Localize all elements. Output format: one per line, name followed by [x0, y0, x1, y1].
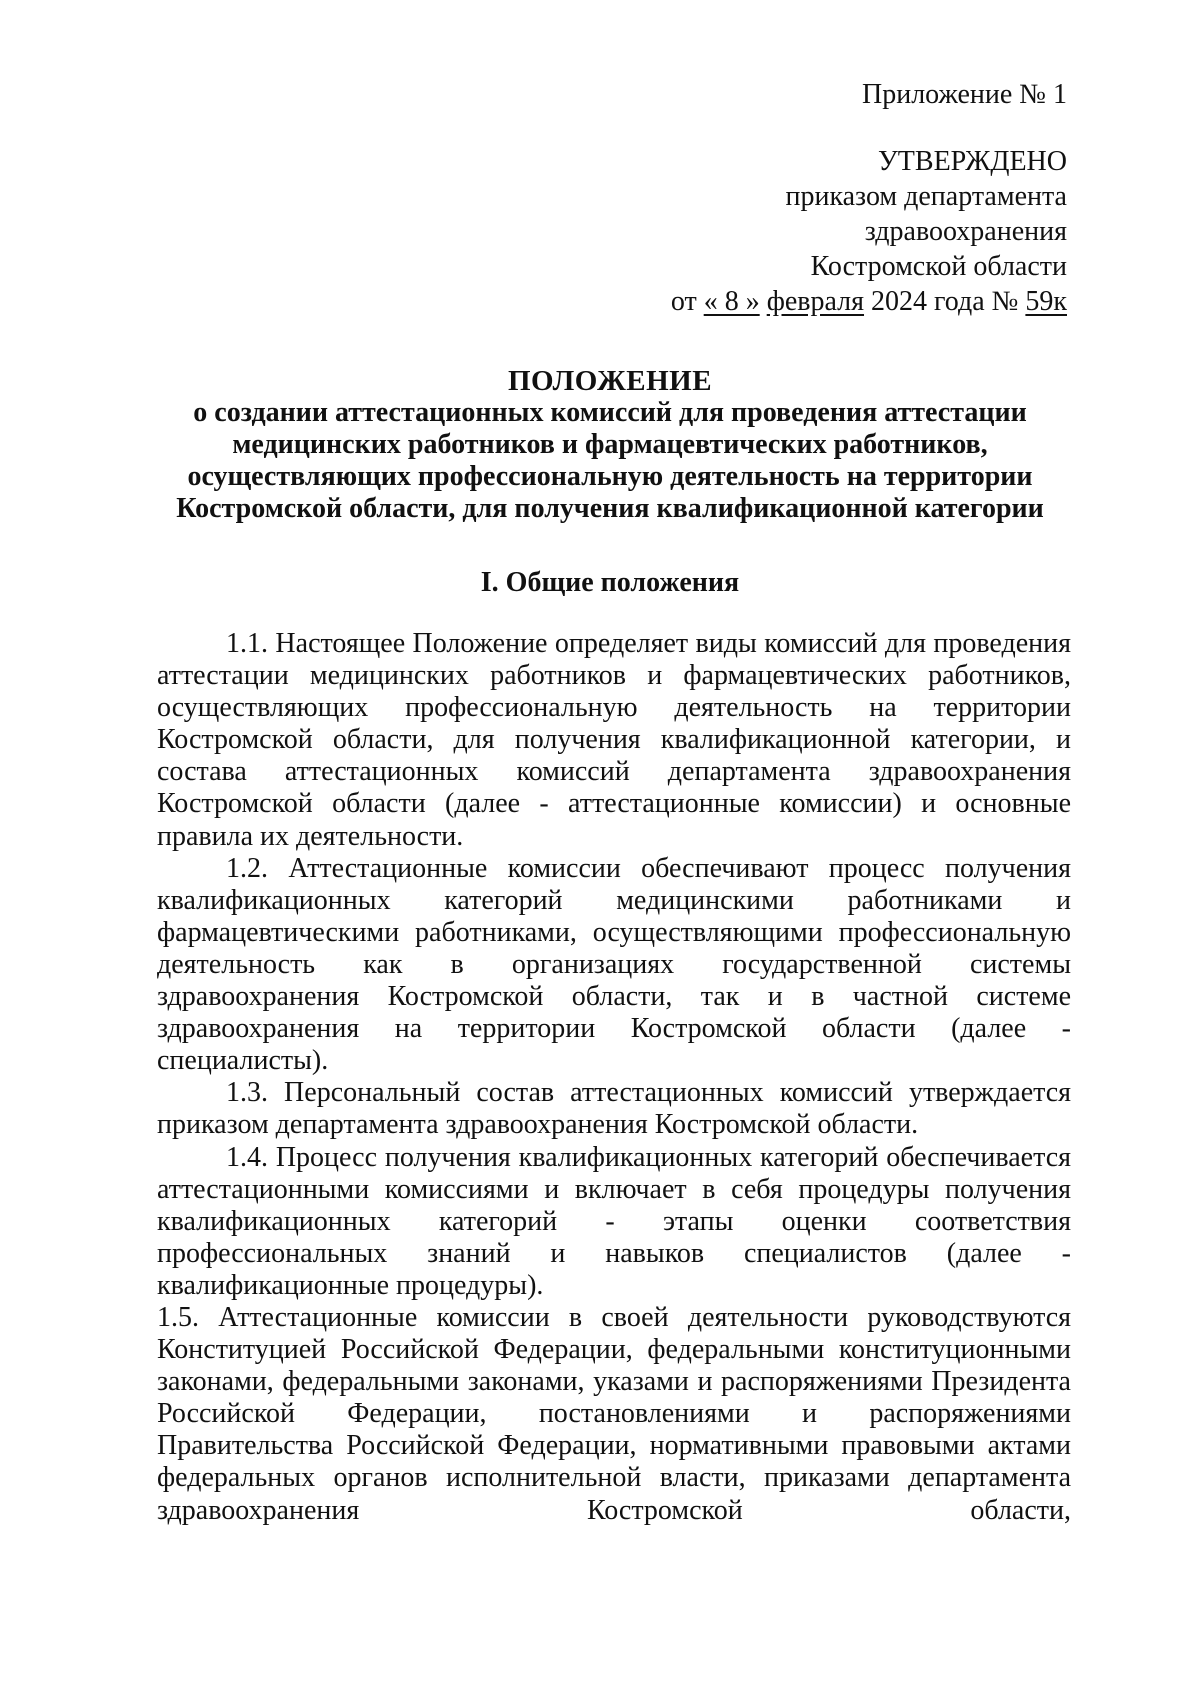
- date-day: « 8 »: [703, 286, 760, 317]
- approval-stamp-block: [671, 145, 1067, 320]
- approval-line-1: приказом департамента: [785, 181, 1067, 212]
- document-number: 59к: [1025, 286, 1067, 317]
- section-heading: I. Общие положения: [480, 567, 740, 598]
- title-main: ПОЛОЖЕНИЕ: [507, 365, 713, 397]
- paragraph-1-4: 1.4. Процесс получения квалификационных категорий обеспечивается аттестационными комиссиями и включает в себя процедуры получения квалификационных категорий - этапы оценки соответствия профессиональных знаний и навыков специалистов (далее - квалификационные процедуры).: [157, 1141, 1071, 1301]
- approval-date-line: [671, 285, 1067, 320]
- paragraph-1-1: 1.1. Настоящее Положение определяет виды комиссий для проведения аттестации медицинских работников и фармацевтических работников, осуществляющих профессиональную деятельность на территории Костромской области, для получения квалификационной категории, и состава аттестационных комиссий департамента здравоохранения Костромской области (далее - аттестационные комиссии) и основные правила их деятельности.: [157, 628, 1071, 852]
- appendix-text: Приложение № 1: [862, 79, 1067, 110]
- paragraph-1-3: 1.3. Персональный состав аттестационных комиссий утверждается приказом департамента здравоохранения Костромской области.: [157, 1077, 1071, 1141]
- approved-label: УТВЕРЖДЕНО: [877, 146, 1067, 177]
- date-prefix: от: [670, 286, 704, 317]
- title-line-4: Костромской области, для получения квалификационной категории: [176, 493, 1044, 524]
- paragraph-1-5: 1.5. Аттестационные комиссии в своей деятельности руководствуются Конституцией Российской Федерации, федеральными конституционными законами, федеральными законами, указами и распоряжениями Президента Российской Федерации, постановлениями и распоряжениями Правительства Российской Федерации, нормативными правовыми актами федеральных органов исполнительной власти, приказами департамента здравоохранения Костромской области,: [157, 1301, 1071, 1526]
- approval-line-2: здравоохранения: [864, 216, 1067, 247]
- paragraph-1-2: 1.2. Аттестационные комиссии обеспечивают процесс получения квалификационных категорий медицинскими работниками и фармацевтическими работниками, осуществляющими профессиональную деятельность как в организациях государственной системы здравоохранения Костромской области, так и в частной системе здравоохранения на территории Костромской области (далее - специалисты).: [157, 852, 1071, 1077]
- appendix-label: [862, 78, 1067, 112]
- title-line-1: о создании аттестационных комиссий для проведения аттестации: [193, 397, 1027, 428]
- approval-line-3: Костромской области: [810, 251, 1067, 282]
- title-line-2: медицинских работников и фармацевтических работников,: [232, 429, 988, 460]
- title-line-3: осуществляющих профессиональную деятельность на территории: [187, 461, 1033, 492]
- document-title: [150, 365, 1070, 525]
- date-year: 2024 года №: [864, 286, 1026, 317]
- section-body: [157, 628, 1071, 1527]
- date-month: февраля: [766, 286, 865, 317]
